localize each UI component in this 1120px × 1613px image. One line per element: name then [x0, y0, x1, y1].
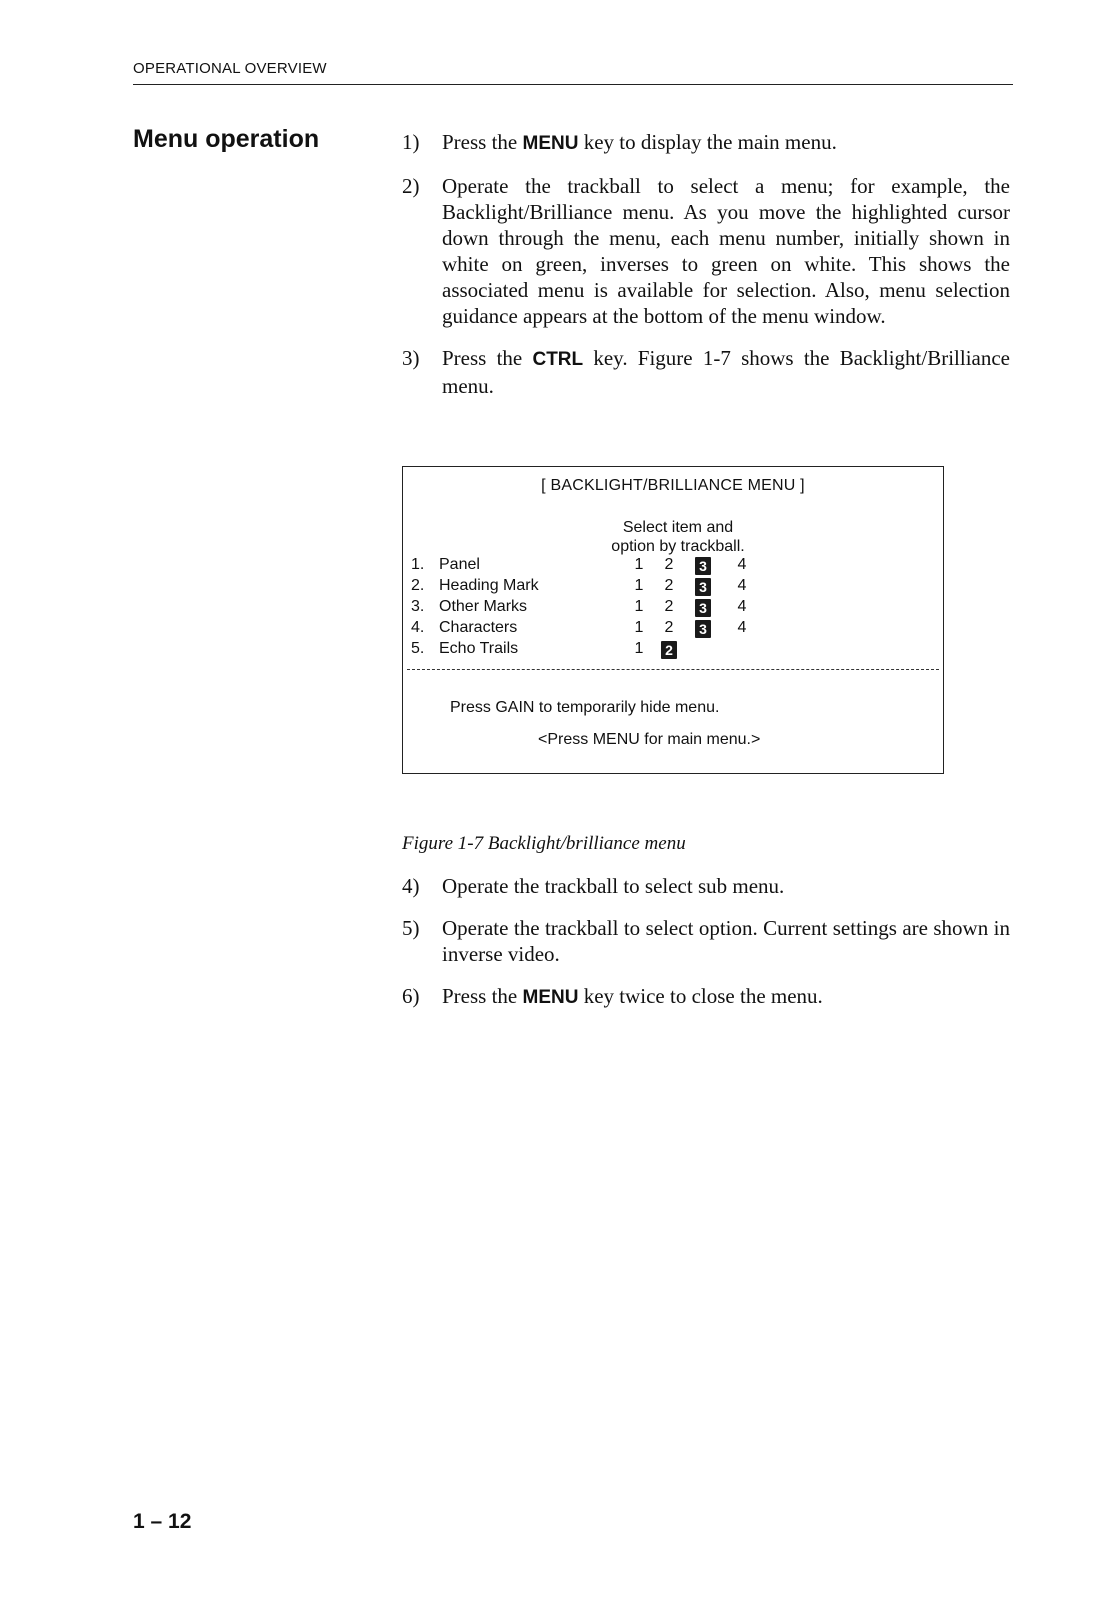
menu-option[interactable]: 1 [634, 598, 644, 615]
step-text-post: key. Figure 1-7 shows the Backlight/Brilliance menu. [442, 346, 1010, 398]
menu-item-row[interactable] [403, 640, 943, 661]
step-5 [402, 915, 1010, 967]
step-text: Operate the trackball to select a menu; for example, the Backlight/Brilliance menu. As you move the highlighted cursor down through the menu, each menu number, initially shown in white on green, inverses to green on white. This shows the associated menu is available for selection. Also, menu selection guidance appears at the bottom of the menu window. [442, 174, 1010, 328]
menu-item-number: 4. [411, 619, 425, 636]
ctrl-key-label: CTRL [532, 349, 584, 370]
figure-caption: Figure 1-7 Backlight/brilliance menu [402, 833, 686, 854]
step-4 [402, 873, 1010, 899]
menu-option-selected[interactable]: 2 [661, 641, 677, 659]
menu-option-selected[interactable]: 3 [695, 578, 711, 596]
menu-item-label: Other Marks [439, 598, 528, 615]
menu-item-row[interactable] [403, 577, 943, 598]
step-number: 6) [402, 984, 420, 1008]
step-text-post: key to display the main menu. [578, 130, 837, 154]
menu-item-label: Characters [439, 619, 518, 636]
menu-item-row[interactable] [403, 619, 943, 640]
step-number: 2) [402, 174, 420, 198]
steps-upper [402, 129, 1010, 399]
step-2 [402, 173, 1010, 329]
step-text-post: key twice to close the menu. [578, 984, 823, 1008]
steps-lower [402, 873, 1010, 1011]
step-3 [402, 345, 1010, 399]
step-6 [402, 983, 1010, 1011]
menu-guide-main: <Press MENU for main menu.> [538, 731, 761, 748]
menu-item-number: 5. [411, 640, 425, 657]
page-number: 1 – 12 [133, 1510, 192, 1533]
menu-divider [407, 669, 939, 670]
step-text-pre: Press the [442, 130, 523, 154]
menu-item-label: Heading Mark [439, 577, 539, 594]
menu-option[interactable]: 2 [664, 577, 674, 594]
menu-option[interactable]: 2 [664, 556, 674, 573]
section-title: Menu operation [133, 125, 320, 153]
step-text [442, 129, 1010, 157]
menu-item-row[interactable] [403, 598, 943, 619]
menu-option[interactable]: 2 [664, 598, 674, 615]
menu-option[interactable]: 1 [634, 556, 644, 573]
menu-option[interactable]: 4 [737, 619, 747, 636]
menu-item-label: Echo Trails [439, 640, 519, 657]
header-rule [133, 84, 1013, 85]
menu-key-label: MENU [522, 987, 579, 1008]
menu-option-selected[interactable]: 3 [695, 620, 711, 638]
step-text: Operate the trackball to select option. Current settings are shown in inverse video. [442, 916, 1010, 966]
step-text-pre: Press the [442, 984, 523, 1008]
menu-option[interactable]: 4 [737, 598, 747, 615]
menu-option[interactable]: 1 [634, 640, 644, 657]
step-number: 4) [402, 874, 420, 898]
step-number: 3) [402, 346, 420, 370]
menu-item-number: 3. [411, 598, 425, 615]
step-text-pre: Press the [442, 346, 533, 370]
step-1 [402, 129, 1010, 157]
step-text [442, 983, 1010, 1011]
step-number: 1) [402, 130, 420, 154]
menu-option-selected[interactable]: 3 [695, 557, 711, 575]
step-text: Operate the trackball to select sub menu. [442, 874, 785, 898]
menu-item-row[interactable] [403, 556, 943, 577]
step-number: 5) [402, 916, 420, 940]
backlight-brilliance-menu [402, 466, 944, 774]
step-text [442, 345, 1010, 399]
menu-option[interactable]: 2 [664, 619, 674, 636]
menu-item-number: 2. [411, 577, 425, 594]
menu-title: [ BACKLIGHT/BRILLIANCE MENU ] [541, 477, 805, 494]
menu-option[interactable]: 4 [737, 577, 747, 594]
running-header: OPERATIONAL OVERVIEW [133, 60, 327, 77]
menu-instruction-1: Select item and [622, 519, 734, 536]
menu-key-label: MENU [522, 133, 579, 154]
menu-item-number: 1. [411, 556, 425, 573]
menu-option[interactable]: 4 [737, 556, 747, 573]
menu-option[interactable]: 1 [634, 577, 644, 594]
menu-option-selected[interactable]: 3 [695, 599, 711, 617]
menu-option[interactable]: 1 [634, 619, 644, 636]
menu-item-label: Panel [439, 556, 480, 573]
menu-instruction-2: option by trackball. [611, 538, 745, 555]
menu-guide-gain: Press GAIN to temporarily hide menu. [450, 699, 720, 716]
